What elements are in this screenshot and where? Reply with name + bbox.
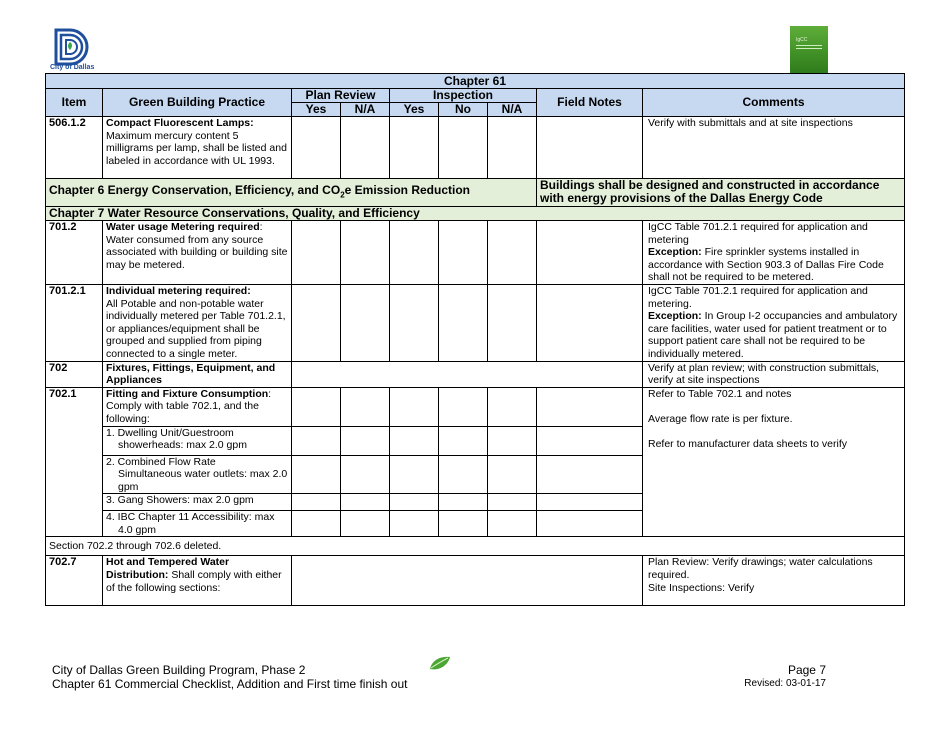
insp-yes-cell[interactable]	[390, 387, 439, 426]
page-number: Page 7	[787, 663, 826, 677]
insp-yes-cell[interactable]	[390, 455, 439, 494]
chapter-6-note: Buildings shall be designed and constructed in accordance with energy provisions of the Dallas Energy Code	[537, 179, 905, 207]
practice-cell: 4. IBC Chapter 11 Accessibility: max 4.0 gpm	[103, 511, 292, 537]
practice-cell: Individual metering required: All Potable and non-potable water individually metered per Table 701.2.1, or appliances/equipment shall be grouped and supplied from piping connected to a single meter.	[103, 284, 292, 361]
insp-yes-cell[interactable]	[390, 221, 439, 285]
insp-no-cell[interactable]	[439, 511, 488, 537]
field-notes-cell[interactable]	[537, 494, 643, 511]
footer-page-info	[744, 663, 826, 691]
leaf-icon	[428, 655, 452, 673]
plan-yes-cell[interactable]	[292, 455, 341, 494]
plan-na-cell[interactable]	[341, 426, 390, 455]
insp-na-cell[interactable]	[488, 284, 537, 361]
comment-cell: Plan Review: Verify drawings; water calculations required. Site Inspections: Verify	[643, 556, 905, 606]
item-number: 506.1.2	[46, 117, 103, 179]
insp-yes-cell[interactable]	[390, 117, 439, 179]
col-insp-yes: Yes	[390, 103, 439, 117]
comment-cell: IgCC Table 701.2.1 required for application and metering. Exception: In Group I-2 occupancies and ambulatory care facilities, water used for patient treatment or to support patient care shall not be required to be individually metered.	[643, 284, 905, 361]
chapter-row	[46, 179, 905, 207]
insp-na-cell[interactable]	[488, 455, 537, 494]
plan-na-cell[interactable]	[341, 511, 390, 537]
field-notes-cell[interactable]	[537, 117, 643, 179]
field-notes-cell[interactable]	[537, 387, 643, 426]
insp-yes-cell[interactable]	[390, 284, 439, 361]
footer-program	[52, 663, 407, 691]
field-notes-cell[interactable]	[537, 221, 643, 285]
deleted-sections-note: Section 702.2 through 702.6 deleted.	[46, 537, 905, 556]
item-number-blank	[46, 494, 103, 511]
insp-no-cell[interactable]	[439, 284, 488, 361]
chapter-6-title: Chapter 6 Energy Conservation, Efficiency, and $CO_2e$ Emission Reduction	[46, 179, 537, 207]
insp-yes-cell[interactable]	[390, 494, 439, 511]
plan-yes-cell[interactable]	[292, 221, 341, 285]
insp-no-cell[interactable]	[439, 494, 488, 511]
item-number: 701.2.1	[46, 284, 103, 361]
plan-na-cell[interactable]	[341, 387, 390, 426]
logo-label: City of Dallas	[50, 64, 95, 71]
insp-yes-cell[interactable]	[390, 511, 439, 537]
col-insp-na: N/A	[488, 103, 537, 117]
field-notes-cell[interactable]	[537, 426, 643, 455]
plan-yes-cell[interactable]	[292, 387, 341, 426]
item-number: 702	[46, 361, 103, 387]
field-notes-cell[interactable]	[537, 455, 643, 494]
item-number: 701.2	[46, 221, 103, 285]
footer-line-2: Chapter 61 Commercial Checklist, Addition and First time finish out	[52, 677, 408, 691]
practice-cell: 3. Gang Showers: max 2.0 gpm	[103, 494, 292, 511]
item-number-blank	[46, 511, 103, 537]
comment-cell: IgCC Table 701.2.1 required for application and metering Exception: Fire sprinkler systems installed in accordance with Section 903.3 of Dallas Fire Code shall not be required to be metered.	[643, 221, 905, 285]
insp-no-cell[interactable]	[439, 221, 488, 285]
comment-cell: Refer to Table 702.1 and notes Average flow rate is per fixture. Refer to manufacturer data sheets to verify	[643, 387, 905, 537]
field-notes-cell[interactable]	[537, 511, 643, 537]
practice-cell: Water usage Metering required: Water consumed from any source associated with building or building site may be metered.	[103, 221, 292, 285]
checklist-table	[45, 73, 905, 606]
insp-no-cell[interactable]	[439, 387, 488, 426]
plan-yes-cell[interactable]	[292, 284, 341, 361]
item-number-blank	[46, 455, 103, 494]
col-field-notes: Field Notes	[537, 89, 643, 117]
table-row	[46, 221, 905, 285]
plan-yes-cell[interactable]	[292, 511, 341, 537]
table-row	[46, 284, 905, 361]
plan-yes-cell[interactable]	[292, 494, 341, 511]
field-notes-cell[interactable]	[537, 284, 643, 361]
chapter-7-title: Chapter 7 Water Resource Conservations, Quality, and Efficiency	[46, 207, 905, 221]
insp-no-cell[interactable]	[439, 455, 488, 494]
insp-na-cell[interactable]	[488, 117, 537, 179]
comment-cell: Verify at plan review; with construction submittals, verify at site inspections	[643, 361, 905, 387]
plan-na-cell[interactable]	[341, 117, 390, 179]
insp-na-cell[interactable]	[488, 387, 537, 426]
table-row	[46, 537, 905, 556]
insp-no-cell[interactable]	[439, 117, 488, 179]
insp-na-cell[interactable]	[488, 511, 537, 537]
practice-cell: Fitting and Fixture Consumption: Comply with table 702.1, and the following:	[103, 387, 292, 426]
table-row	[46, 387, 905, 426]
col-plan-yes: Yes	[292, 103, 341, 117]
practice-cell: Compact Fluorescent Lamps: Maximum mercury content 5 milligrams per lamp, shall be listed and labeled in accordance with UL 1993.	[103, 117, 292, 179]
col-plan-review: Plan Review	[292, 89, 390, 103]
merged-blank-cell	[292, 556, 643, 606]
item-number: 702.1	[46, 387, 103, 426]
col-inspection: Inspection	[390, 89, 537, 103]
col-plan-na: N/A	[341, 103, 390, 117]
insp-na-cell[interactable]	[488, 494, 537, 511]
chapter-header: Chapter 61	[46, 74, 905, 89]
table-row	[46, 556, 905, 606]
plan-yes-cell[interactable]	[292, 426, 341, 455]
table-row	[46, 117, 905, 179]
revised-date: Revised: 03-01-17	[744, 678, 826, 689]
col-item: Item	[46, 89, 103, 117]
insp-yes-cell[interactable]	[390, 426, 439, 455]
plan-na-cell[interactable]	[341, 284, 390, 361]
plan-yes-cell[interactable]	[292, 117, 341, 179]
insp-no-cell[interactable]	[439, 426, 488, 455]
col-comments: Comments	[643, 89, 905, 117]
insp-na-cell[interactable]	[488, 426, 537, 455]
practice-cell: 2. Combined Flow Rate Simultaneous water outlets: max 2.0 gpm	[103, 455, 292, 494]
comment-cell: Verify with submittals and at site inspections	[643, 117, 905, 179]
item-number-blank	[46, 426, 103, 455]
practice-cell: Hot and Tempered Water Distribution: Shall comply with either of the following sections:	[103, 556, 292, 606]
table-row	[46, 361, 905, 387]
plan-na-cell[interactable]	[341, 455, 390, 494]
footer-line-1: City of Dallas Green Building Program, Phase 2	[52, 663, 306, 677]
plan-na-cell[interactable]	[341, 494, 390, 511]
chapter-row	[46, 207, 905, 221]
igcc-logo-text: IgCC	[796, 37, 808, 43]
col-practice: Green Building Practice	[103, 89, 292, 117]
practice-cell: 1. Dwelling Unit/Guestroom showerheads: max 2.0 gpm	[103, 426, 292, 455]
item-number: 702.7	[46, 556, 103, 606]
col-insp-no: No	[439, 103, 488, 117]
plan-na-cell[interactable]	[341, 221, 390, 285]
merged-blank-cell	[292, 361, 643, 387]
insp-na-cell[interactable]	[488, 221, 537, 285]
igcc-logo	[790, 26, 828, 74]
practice-cell: Fixtures, Fittings, Equipment, and Appliances	[103, 361, 292, 387]
